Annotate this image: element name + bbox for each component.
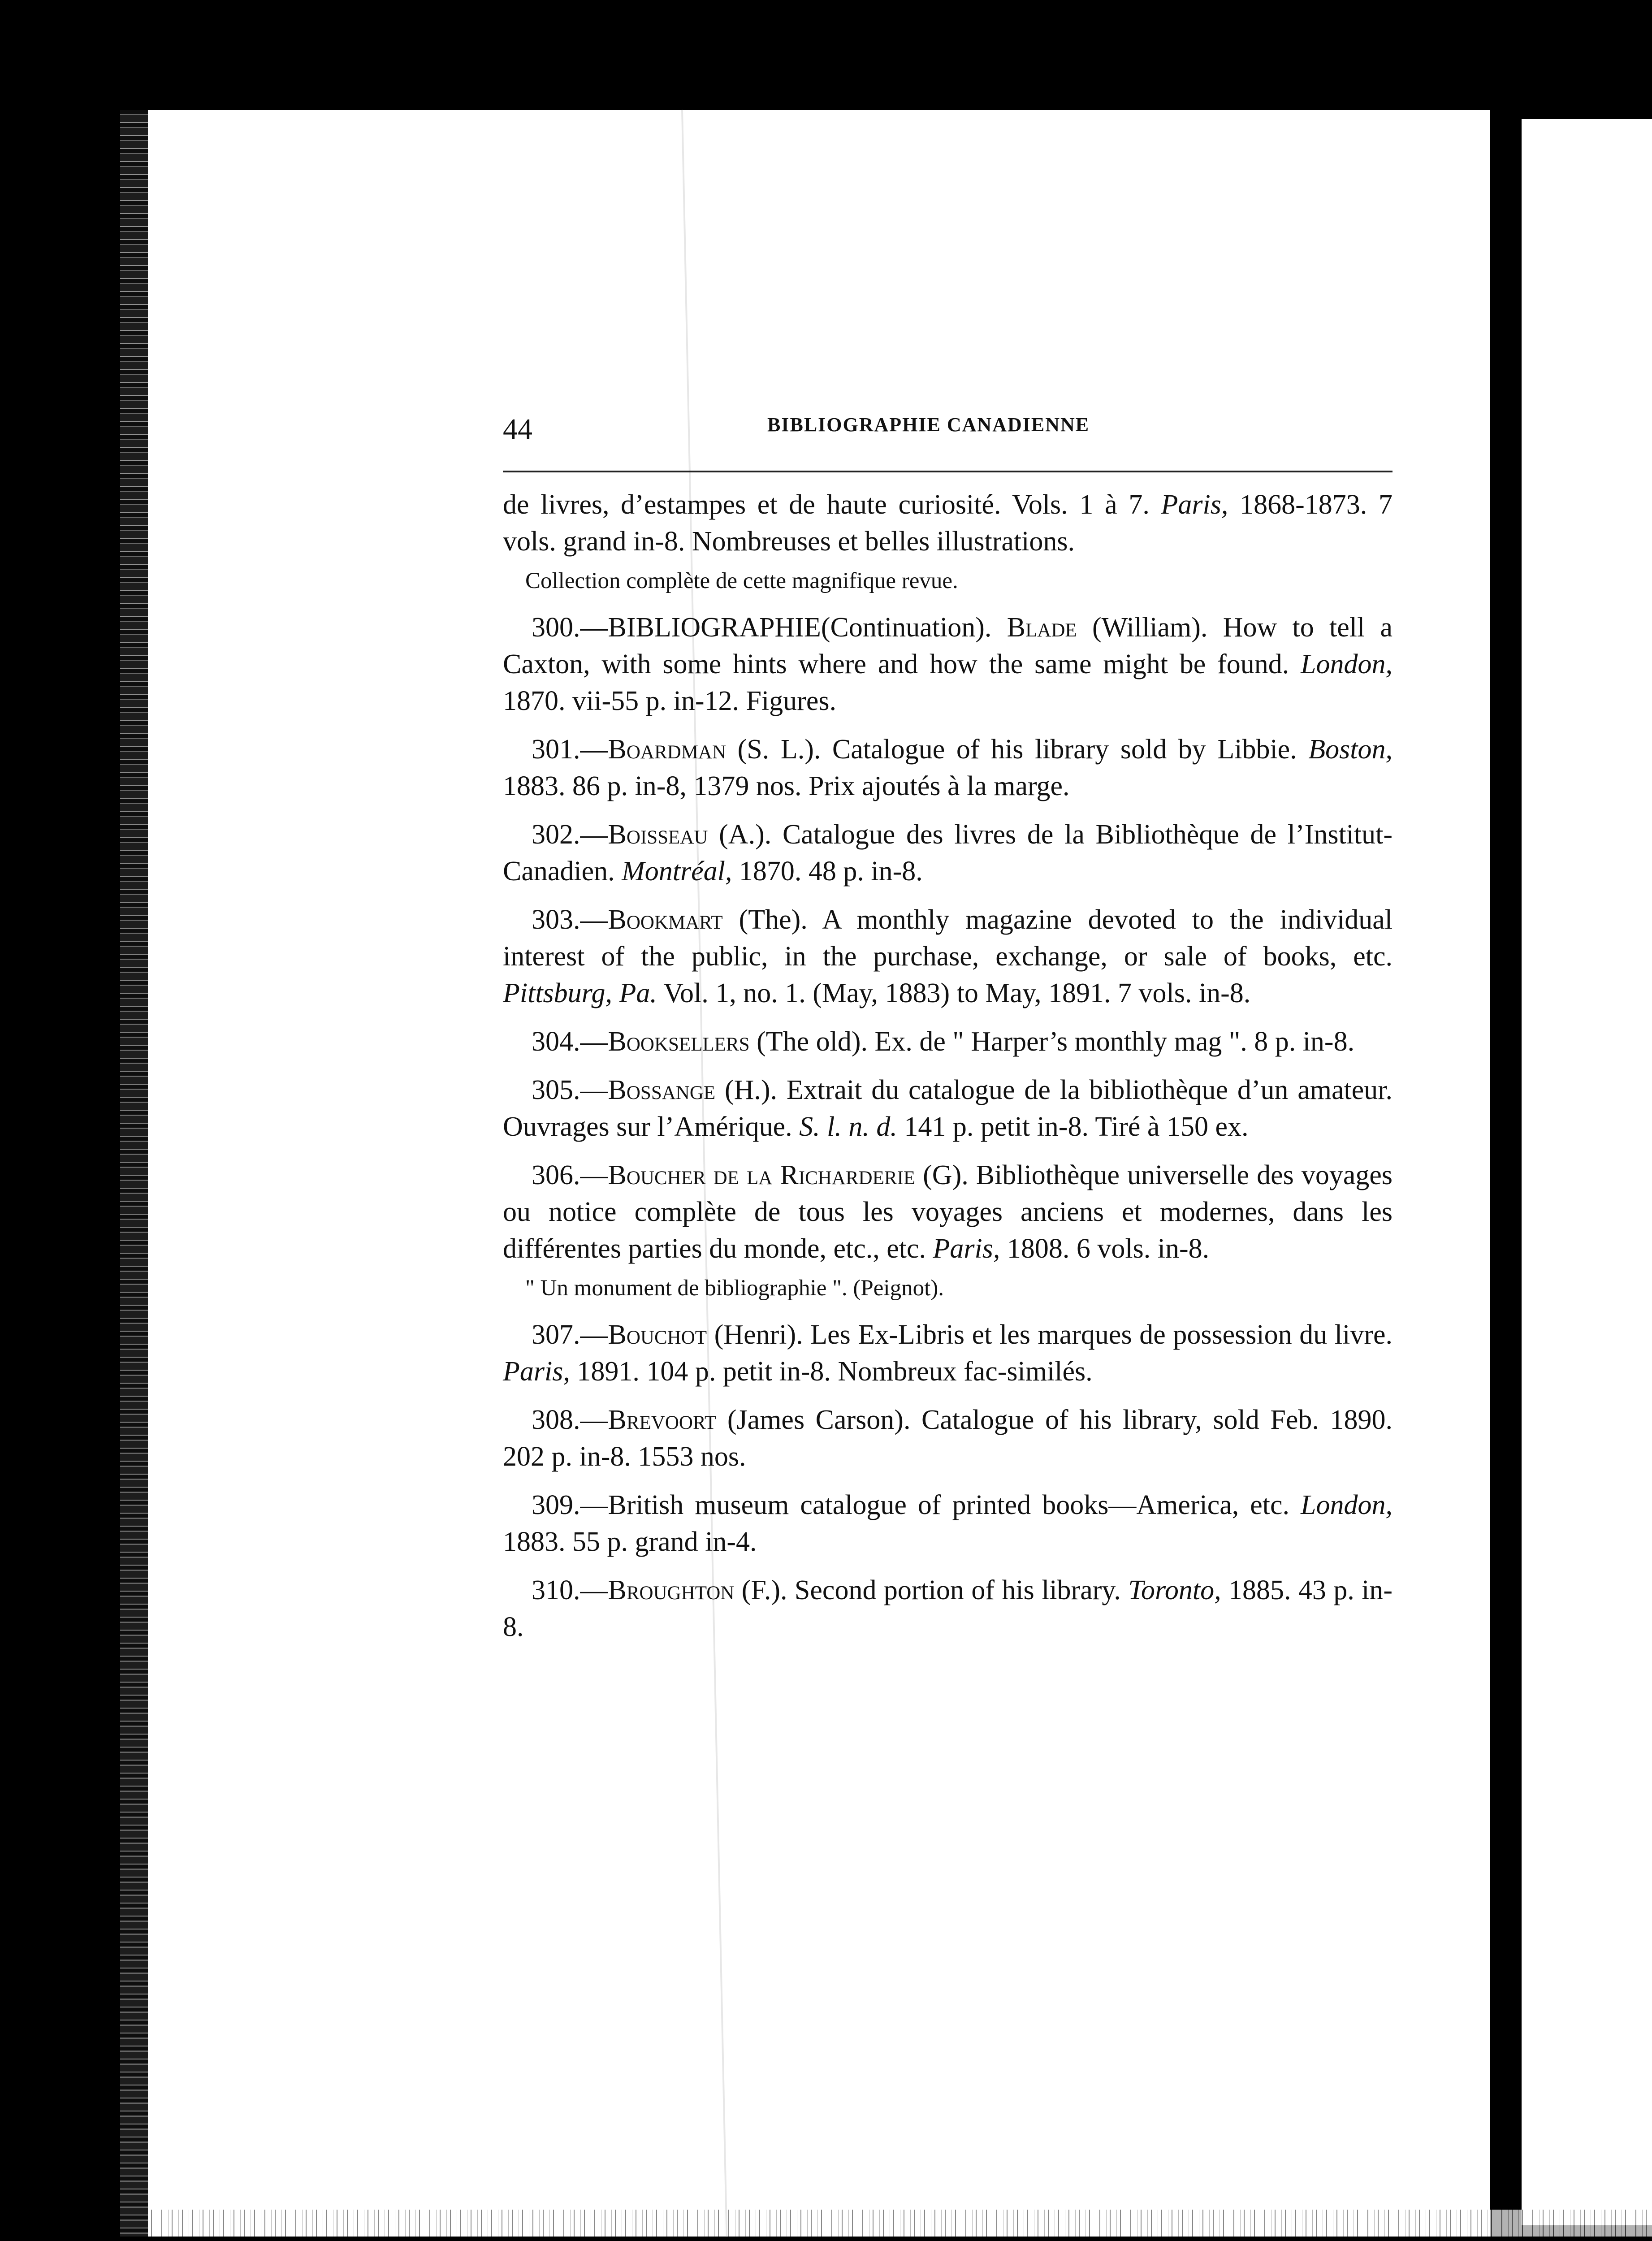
- text-segment: London,: [1301, 649, 1393, 679]
- bibliography-entry: [503, 1072, 1393, 1145]
- text-segment: 301.—: [532, 734, 608, 765]
- text-segment: 1808. 6 vols. in-8.: [1000, 1233, 1210, 1264]
- text-segment: 308.—: [532, 1405, 608, 1435]
- text-segment: Montréal,: [622, 856, 732, 887]
- bibliography-entry: [503, 1157, 1393, 1267]
- text-segment: (F.). Second portion of his library.: [734, 1575, 1129, 1605]
- page-header: [503, 403, 1399, 466]
- text-segment: 304.—: [532, 1026, 608, 1057]
- text-segment: (The). A monthly magazine devoted to the individual interest of the public, in the purchase, exchange, or sale of books, etc.: [503, 904, 1393, 972]
- text-segment: Bookmart: [608, 904, 723, 935]
- bibliography-entry: [503, 609, 1393, 719]
- text-segment: 307.—: [532, 1320, 608, 1350]
- next-page-edge: [1522, 119, 1652, 2225]
- text-segment: (Henri). Les Ex-Libris et les marques de possession du livre.: [707, 1320, 1393, 1350]
- bibliography-entry: [503, 1316, 1393, 1390]
- text-segment: Pittsburg, Pa.: [503, 978, 657, 1008]
- text-segment: Bouchot: [608, 1320, 707, 1350]
- bibliography-entry: [503, 1487, 1393, 1560]
- text-segment: (The old). Ex. de " Harper’s monthly mag ". 8 p. in-8.: [749, 1026, 1355, 1057]
- text-segment: Brevoort: [608, 1405, 717, 1435]
- bibliography-entry: [503, 1023, 1393, 1060]
- text-segment: (James Carson). Catalogue of his library, sold Feb. 1890. 202 p. in-8. 1553 nos.: [503, 1405, 1393, 1472]
- text-segment: Toronto,: [1128, 1575, 1221, 1605]
- text-segment: 1870. vii-55 p. in-12. Figures.: [503, 686, 836, 716]
- text-segment: Paris,: [933, 1233, 1000, 1264]
- header-rule: [503, 471, 1393, 472]
- text-segment: Boisseau: [608, 819, 708, 850]
- text-segment: Boston,: [1308, 734, 1393, 765]
- text-segment: 1885. 43 p. in-8.: [503, 1575, 1393, 1642]
- page-bottom-edge: [148, 2210, 1652, 2237]
- text-segment: Boardman: [608, 734, 727, 765]
- text-segment: 309.—British museum catalogue of printed books—America, etc.: [532, 1490, 1301, 1520]
- text-segment: de livres, d’estampes et de haute curiosité. Vols. 1 à 7.: [503, 489, 1161, 520]
- text-segment: S. l. n. d.: [799, 1112, 897, 1142]
- continuation-paragraph: [503, 486, 1393, 560]
- text-segment: 141 p. petit in-8. Tiré à 150 ex.: [897, 1112, 1249, 1142]
- text-segment: 1868-1873. 7 vols. grand in-8. Nombreuses et belles illustrations.: [503, 489, 1393, 557]
- text-segment: 1883. 86 p. in-8, 1379 nos. Prix ajoutés à la marge.: [503, 771, 1070, 801]
- text-segment: (S. L.). Catalogue of his library sold by Libbie.: [726, 734, 1309, 765]
- text-segment: 306.—: [532, 1160, 608, 1190]
- page-number: 44: [503, 413, 532, 446]
- text-segment: Booksellers: [608, 1026, 750, 1057]
- note-paragraph: [503, 1272, 1393, 1304]
- bibliography-entry: [503, 1402, 1393, 1475]
- text-segment: (A.). Catalogue des livres de la Bibliothèque de l’Institut-Canadien.: [503, 819, 1393, 887]
- text-segment: 300.—BIBLIOGRAPHIE(Continuation).: [532, 612, 1007, 643]
- text-segment: (G). Bibliothèque universelle des voyages ou notice complète de tous les voyages anciens et modernes, dans les différentes parties du monde, etc., etc.: [503, 1160, 1393, 1264]
- text-segment: 1870. 48 p. in-8.: [732, 856, 923, 887]
- text-segment: Paris,: [1161, 489, 1228, 520]
- text-segment: " Un monument de bibliographie ". (Peignot).: [525, 1276, 944, 1301]
- bibliography-entry: [503, 901, 1393, 1012]
- text-segment: Broughton: [608, 1575, 735, 1605]
- text-segment: (William). How to tell a Caxton, with some hints where and how the same might be found.: [503, 612, 1393, 679]
- text-segment: Blade: [1007, 612, 1077, 643]
- text-segment: Collection complète de cette magnifique revue.: [525, 568, 958, 593]
- text-segment: London,: [1301, 1490, 1393, 1520]
- text-segment: 302.—: [532, 819, 608, 850]
- bibliography-entry: [503, 816, 1393, 890]
- text-segment: 305.—: [532, 1075, 608, 1105]
- text-segment: 1883. 55 p. grand in-4.: [503, 1527, 757, 1557]
- note-paragraph: [503, 565, 1393, 597]
- bibliography-entry: [503, 731, 1393, 805]
- text-segment: 303.—: [532, 904, 608, 935]
- bibliography-body: [503, 486, 1393, 1657]
- text-segment: Boucher de la Richarderie: [608, 1160, 916, 1190]
- text-segment: 1891. 104 p. petit in-8. Nombreux fac-similés.: [570, 1356, 1093, 1387]
- running-head: BIBLIOGRAPHIE CANADIENNE: [767, 414, 1090, 436]
- text-segment: Bossange: [608, 1075, 716, 1105]
- text-segment: Paris,: [503, 1356, 570, 1387]
- text-segment: Vol. 1, no. 1. (May, 1883) to May, 1891. 7 vols. in-8.: [657, 978, 1251, 1008]
- text-segment: (H.). Extrait du catalogue de la bibliothèque d’un amateur. Ouvrages sur l’Amérique.: [503, 1075, 1393, 1142]
- text-segment: 310.—: [532, 1575, 608, 1605]
- bibliography-entry: [503, 1572, 1393, 1645]
